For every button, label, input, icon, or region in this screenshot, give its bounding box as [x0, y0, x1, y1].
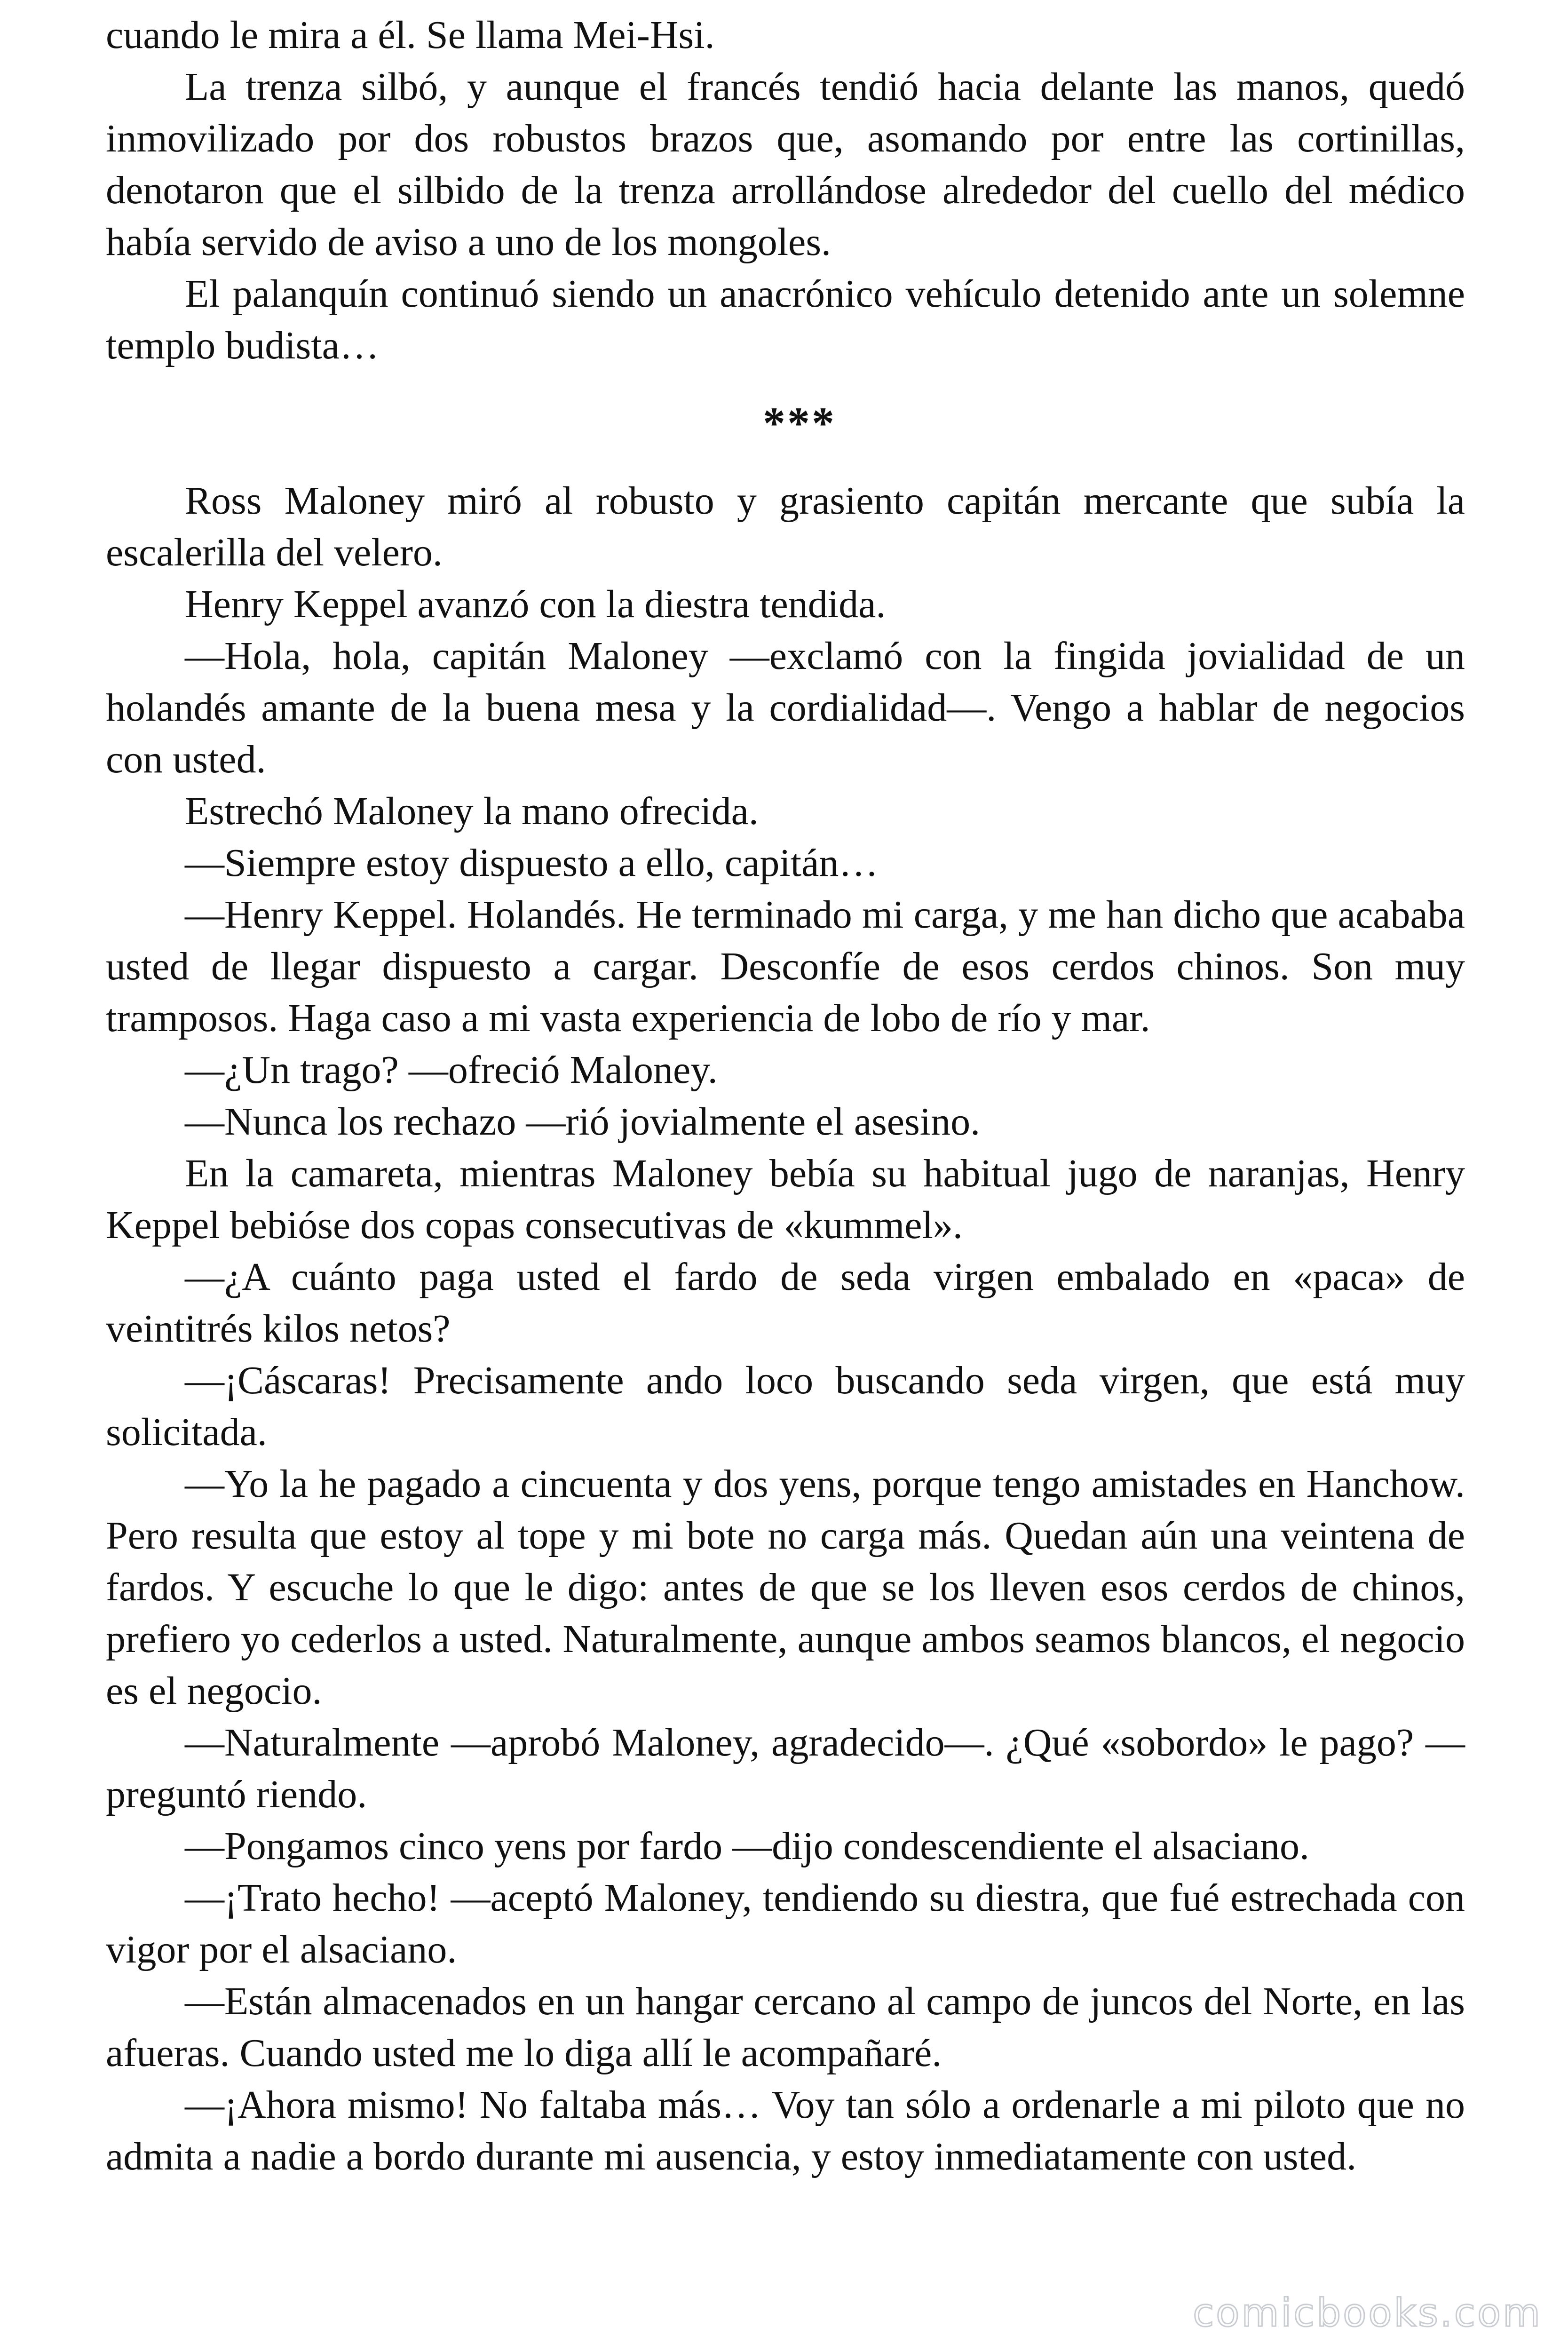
paragraph: Henry Keppel avanzó con la diestra tendida. [185, 582, 886, 626]
paragraph: El palanquín continuó siendo un anacrónico vehículo detenido ante un solemne templo budista… [106, 272, 1465, 367]
paragraph: —Hola, hola, capitán Maloney —exclamó con la fingida jovialidad de un holandés amante de la buena mesa y la cordialidad—. Vengo a hablar de negocios con usted. [106, 634, 1465, 781]
paragraph: En la camareta, mientras Maloney bebía su habitual jugo de naranjas, Henry Keppel bebióse dos copas consecutivas de «kummel». [106, 1152, 1465, 1247]
paragraph: cuando le mira a él. Se llama Mei-Hsi. [106, 13, 715, 57]
paragraph: —¡Cáscaras! Precisamente ando loco buscando seda virgen, que está muy solicitada. [106, 1359, 1465, 1454]
paragraph: —Naturalmente —aprobó Maloney, agradecido—. ¿Qué «sobordo» le pago? —preguntó riendo. [106, 1721, 1465, 1816]
paragraph: Estrechó Maloney la mano ofrecida. [185, 789, 759, 833]
paragraph: La trenza silbó, y aunque el francés tendió hacia delante las manos, quedó inmovilizado por dos robustos brazos que, asomando por entre las cortinillas, denotaron que el silbido de la trenza arrollándose alrededor del cuello del médico había servido de aviso a uno de los mongoles. [106, 65, 1465, 264]
paragraph: —Yo la he pagado a cincuenta y dos yens, porque tengo amistades en Hanchow. Pero resulta que estoy al tope y mi bote no carga más. Quedan aún una veintena de fardos. Y escuche lo que le digo: antes de que se los lleven esos cerdos de chinos, prefiero yo cederlos a usted. Naturalmente, aunque ambos seamos blancos, el negocio es el negocio. [106, 1462, 1465, 1713]
paragraph: —Nunca los rechazo —rió jovialmente el asesino. [185, 1100, 981, 1144]
paragraph: —Están almacenados en un hangar cercano al campo de juncos del Norte, en las afueras. Cuando usted me lo diga allí le acompañaré. [106, 1979, 1465, 2075]
paragraph: Ross Maloney miró al robusto y grasiento capitán mercante que subía la escalerilla del velero. [106, 479, 1465, 574]
paragraph: —¿Un trago? —ofreció Maloney. [185, 1048, 718, 1092]
paragraph: —Pongamos cinco yens por fardo —dijo condescendiente el alsaciano. [185, 1824, 1309, 1868]
paragraph: —¡Trato hecho! —aceptó Maloney, tendiendo su diestra, que fué estrechada con vigor por el alsaciano. [106, 1876, 1465, 1971]
paragraph: —Henry Keppel. Holandés. He terminado mi carga, y me han dicho que acababa usted de llegar dispuesto a cargar. Desconfíe de esos cerdos chinos. Son muy tramposos. Haga caso a mi vasta experiencia de lobo de río y mar. [106, 893, 1465, 1040]
section-break-asterisks: *** [763, 398, 836, 448]
page-body [106, 9, 1465, 2183]
paragraph: —Siempre estoy dispuesto a ello, capitán… [185, 841, 879, 885]
watermark: comicbooks.com [1193, 2291, 1542, 2336]
paragraph: —¿A cuánto paga usted el fardo de seda virgen embalado en «paca» de veintitrés kilos netos? [106, 1255, 1465, 1351]
paragraph: —¡Ahora mismo! No faltaba más… Voy tan sólo a ordenarle a mi piloto que no admita a nadie a bordo durante mi ausencia, y estoy inmediatamente con usted. [106, 2083, 1465, 2178]
